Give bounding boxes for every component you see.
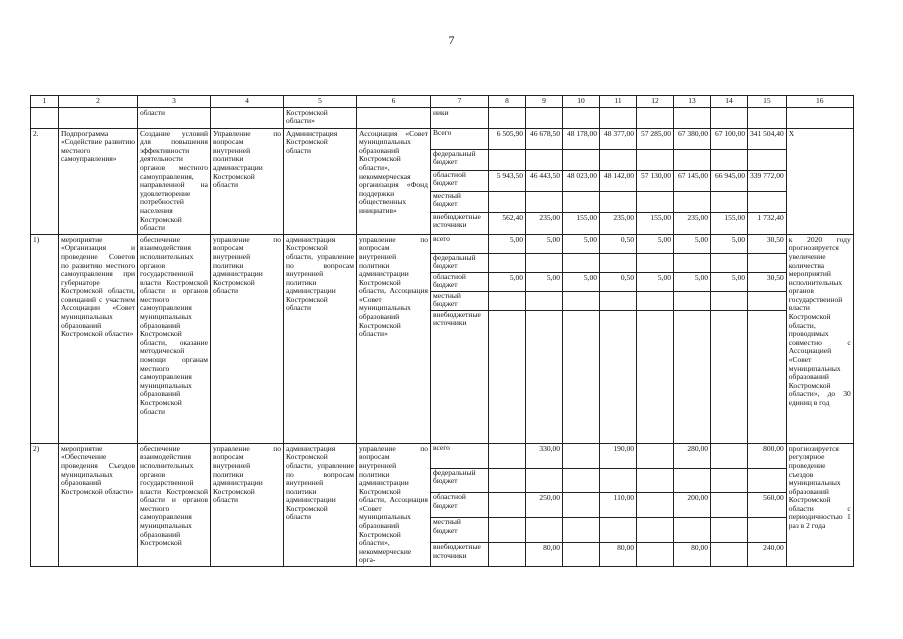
amount-cell [674,468,711,493]
continuation-cell [563,107,600,128]
amount-cell: 46 443,50 [526,170,563,191]
continuation-cell [211,107,284,128]
amount-cell [526,253,563,272]
amount-cell [489,310,526,443]
amount-cell: 562,40 [489,212,526,234]
amount-cell [674,310,711,443]
amount-cell [674,518,711,543]
funding-source: внебюджетные источники [431,310,489,443]
amount-cell: 5,00 [637,272,674,291]
row-number: 1) [31,234,59,443]
amount-cell: 80,00 [600,543,637,567]
table-row [31,128,854,149]
row-number: 2) [31,443,59,566]
column-number: 3 [138,96,211,108]
goal-text: обеспечение взаимодействия исполнительных органов государственной власти Костромской области и органов местного самоуправления муниципальных образований Костромской области, оказание методической помощи органам местного самоуправления муниципальных образований Костромской области [138,234,211,443]
funding-source: областной бюджет [431,272,489,291]
column-number: 10 [563,96,600,108]
amount-cell: 110,00 [600,493,637,518]
amount-cell [563,543,600,567]
column-number: 15 [748,96,787,108]
partner: управление по вопросам внутренней политики администрации Костромской области, Ассоциация «Совет муниципальных образований Костромской области», некоммерческие орга- [357,443,431,566]
continuation-cell [711,107,748,128]
amount-cell: 155,00 [563,212,600,234]
amount-cell [600,191,637,212]
amount-cell [711,310,748,443]
amount-cell [489,191,526,212]
amount-cell [711,291,748,310]
amount-cell: 57 285,00 [637,128,674,149]
amount-cell [489,543,526,567]
funding-source: местный бюджет [431,518,489,543]
amount-cell [748,149,787,170]
amount-cell [711,191,748,212]
page-number: 7 [448,33,455,47]
amount-cell: 155,00 [637,212,674,234]
amount-cell [563,253,600,272]
amount-cell [563,191,600,212]
amount-cell [600,518,637,543]
continuation-cell [748,107,787,128]
amount-cell [637,291,674,310]
amount-cell [637,149,674,170]
amount-cell: 48 178,00 [563,128,600,149]
amount-cell [563,493,600,518]
amount-cell [637,468,674,493]
goal-text: обеспечение взаимодействия исполнительных органов государственной власти Костромской области и органов местного самоуправления муниципальных образований Костромской [138,443,211,566]
amount-cell: 48 023,00 [563,170,600,191]
amount-cell [748,191,787,212]
amount-cell: 0,50 [600,234,637,253]
continuation-cell [59,107,138,128]
amount-cell: 5,00 [711,234,748,253]
amount-cell [600,149,637,170]
column-number: 11 [600,96,637,108]
amount-cell [563,291,600,310]
amount-cell [526,468,563,493]
amount-cell [600,468,637,493]
amount-cell [489,253,526,272]
amount-cell: 1 732,40 [748,212,787,234]
continuation-cell [489,107,526,128]
amount-cell: 330,00 [526,443,563,468]
continuation-cell [357,107,431,128]
amount-cell: 250,00 [526,493,563,518]
amount-cell: 6 505,90 [489,128,526,149]
amount-cell: 5,00 [563,272,600,291]
amount-cell [489,493,526,518]
funding-source: областной бюджет [431,493,489,518]
amount-cell: 0,50 [600,272,637,291]
funding-source: федеральный бюджет [431,468,489,493]
amount-cell: 5,00 [674,272,711,291]
amount-cell: 235,00 [600,212,637,234]
continuation-cell [31,107,59,128]
amount-cell [748,468,787,493]
expected-result: X [786,128,853,234]
responsible-executor: управление по вопросам внутренней политики администрации Костромской области [211,234,284,443]
amount-cell [600,291,637,310]
amount-cell [526,310,563,443]
amount-cell [600,310,637,443]
funding-source: Всего [431,128,489,149]
column-number: 8 [489,96,526,108]
amount-cell: 80,00 [526,543,563,567]
amount-cell [600,253,637,272]
column-number: 12 [637,96,674,108]
amount-cell [674,291,711,310]
amount-cell [489,443,526,468]
partner: Ассоциация «Совет муниципальных образований Костромской области», некоммерческая организация «Фонд поддержки общественных инициатив» [357,128,431,234]
funding-source: федеральный бюджет [431,253,489,272]
goal-text: Создание условий для повышения эффективности деятельности органов местного самоуправления, направленной на удовлетворение потребностей населения Костромской области [138,128,211,234]
amount-cell: 66 945,00 [711,170,748,191]
amount-cell [563,443,600,468]
amount-cell: 80,00 [674,543,711,567]
row-number: 2. [31,128,59,234]
program-table [30,95,854,567]
table-row [31,234,854,253]
column-number: 7 [431,96,489,108]
continuation-cell: ники [431,107,489,128]
funding-source: всего [431,443,489,468]
expected-result: к 2020 году прогнозируется увеличение количества мероприятий исполнительных органов государственной власти Костромской области, проводимых совместно с Ассоциацией «Совет муниципальных образований Костромской области», до 30 единиц в год [786,234,853,443]
partner: управление по вопросам внутренней политики администрации Костромской области, Ассоциация «Совет муниципальных образований Костромской области» [357,234,431,443]
amount-cell [489,468,526,493]
column-number-row [31,96,854,108]
amount-cell: 67 380,00 [674,128,711,149]
amount-cell [563,468,600,493]
responsible-executor: управление по вопросам внутренней политики администрации Костромской области [211,443,284,566]
amount-cell: 5 943,50 [489,170,526,191]
funding-source: федеральный бюджет [431,149,489,170]
amount-cell: 5,00 [563,234,600,253]
column-number: 1 [31,96,59,108]
amount-cell: 5,00 [674,234,711,253]
amount-cell [748,518,787,543]
amount-cell: 5,00 [526,234,563,253]
amount-cell [563,149,600,170]
amount-cell [711,493,748,518]
amount-cell [711,443,748,468]
amount-cell: 30,50 [748,272,787,291]
amount-cell [637,443,674,468]
amount-cell [637,543,674,567]
amount-cell: 5,00 [489,272,526,291]
amount-cell [526,518,563,543]
amount-cell: 48 377,00 [600,128,637,149]
continuation-cell: Костромской области» [284,107,357,128]
amount-cell: 190,00 [600,443,637,468]
amount-cell [674,191,711,212]
amount-cell: 339 772,00 [748,170,787,191]
continuation-cell: области [138,107,211,128]
continuation-cell [637,107,674,128]
continuation-cell [526,107,563,128]
amount-cell: 5,00 [526,272,563,291]
amount-cell: 57 130,00 [637,170,674,191]
program-name: мероприятие «Обеспечение проведения Съездов муниципальных образований Костромской области» [59,443,138,566]
funding-source: местный бюджет [431,291,489,310]
column-number: 13 [674,96,711,108]
amount-cell [748,291,787,310]
amount-cell: 240,00 [748,543,787,567]
amount-cell [489,291,526,310]
amount-cell: 341 504,40 [748,128,787,149]
column-number: 5 [284,96,357,108]
column-number: 14 [711,96,748,108]
table-row [31,443,854,468]
funding-source: внебюджетные источники [431,543,489,567]
amount-cell [674,253,711,272]
amount-cell [637,191,674,212]
amount-cell [711,149,748,170]
continuation-row [31,107,854,128]
expected-result: прогнозируется регулярное проведение съездов муниципальных образований Костромской области с периодичностью 1 раз в 2 года [786,443,853,566]
amount-cell: 235,00 [674,212,711,234]
amount-cell [637,518,674,543]
amount-cell: 5,00 [637,234,674,253]
amount-cell [637,310,674,443]
amount-cell: 67 145,00 [674,170,711,191]
amount-cell: 30,50 [748,234,787,253]
amount-cell [489,518,526,543]
amount-cell [711,543,748,567]
amount-cell [489,149,526,170]
amount-cell: 5,00 [711,272,748,291]
amount-cell: 67 100,00 [711,128,748,149]
amount-cell [526,149,563,170]
program-name: мероприятие «Организация и проведение Советов по развитию местного самоуправления при губернаторе Костромской области, совещаний с участием Ассоциации «Совет муниципальных образований Костромской области» [59,234,138,443]
amount-cell: 5,00 [489,234,526,253]
responsible-executor: Управление по вопросам внутренней политики администрации Костромской области [211,128,284,234]
continuation-cell [674,107,711,128]
funding-source: местный бюджет [431,191,489,212]
amount-cell [526,291,563,310]
column-number: 2 [59,96,138,108]
funding-source: областной бюджет [431,170,489,191]
program-name: Подпрограмма «Содействие развитию местного самоуправления» [59,128,138,234]
amount-cell: 800,00 [748,443,787,468]
co-executor: администрация Костромской области, управление по вопросам внутренней политики администрации Костромской области [284,443,357,566]
amount-cell [563,518,600,543]
amount-cell: 560,00 [748,493,787,518]
column-number: 9 [526,96,563,108]
amount-cell [674,149,711,170]
amount-cell [563,310,600,443]
amount-cell [711,518,748,543]
co-executor: администрация Костромской области, управление по вопросам внутренней политики администрации Костромской области [284,234,357,443]
amount-cell [711,253,748,272]
continuation-cell [600,107,637,128]
amount-cell: 48 142,00 [600,170,637,191]
amount-cell [711,468,748,493]
column-number: 4 [211,96,284,108]
amount-cell [637,253,674,272]
funding-source: внебюджетные источники [431,212,489,234]
column-number: 6 [357,96,431,108]
column-number: 16 [786,96,853,108]
continuation-cell [786,107,853,128]
amount-cell: 235,00 [526,212,563,234]
funding-source: всего [431,234,489,253]
amount-cell [748,310,787,443]
amount-cell: 155,00 [711,212,748,234]
co-executor: Администрация Костромской области [284,128,357,234]
amount-cell [748,253,787,272]
amount-cell: 200,00 [674,493,711,518]
amount-cell: 46 678,50 [526,128,563,149]
amount-cell: 280,00 [674,443,711,468]
amount-cell [526,191,563,212]
amount-cell [637,493,674,518]
